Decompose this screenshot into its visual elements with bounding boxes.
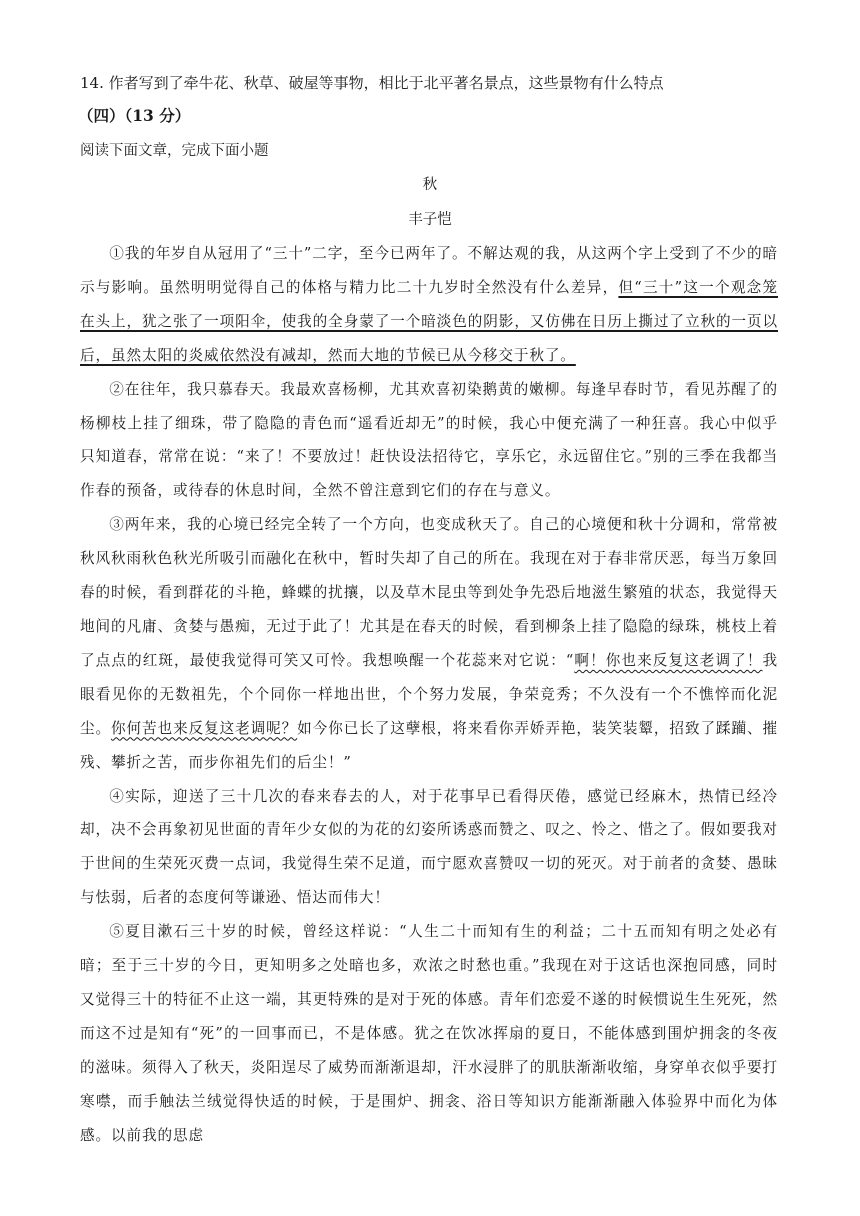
underlined-sentence: 但“三十”这一个观念笼在头上，犹之张了一项阳伞，使我的全身蒙了一个暗淡色的阴影，又仿佛在日历上撕过了立秋的一页以后，虽然太阳的炎威依然没有减却，然而大地的节候已从今移交于秋了。 (80, 278, 778, 364)
reading-instruction: 阅读下面文章，完成下面小题 (80, 143, 269, 159)
paragraph-2: ②在往年，我只慕春天。我最欢喜杨柳，尤其欢喜初染鹅黄的嫩柳。每逢早春时节，看见苏醒了的杨柳枝上挂了细珠，带了隐隐的青色而“遥看近却无”的时候，我心中便充满了一种狂喜。我心中似乎只知道春，常常在说：“来了！不要放过！赶快设法招待它，享乐它，永远留住它。”别的三季在我都当作春的预备，或待春的休息时间，全然不曾注意到它们的存在与意义。 (80, 380, 778, 500)
paragraph-3-text-b: 我眼看见你的无数祖先，个个同你一样地出世，个个努力发展，争荣竞秀；不久没有一个不憔悴而化泥尘。 (80, 651, 778, 737)
essay-author: 丰子恺 (408, 212, 452, 228)
wavy-underlined-phrase-1: 啊！你也来反复这老调了！ (574, 651, 763, 669)
essay-body (80, 237, 778, 1152)
paragraph-3-text-c: 如今你已长了这孽根，将来看你弄娇弄艳，装笑装颦，招致了蹂躏、摧残、攀折之苦，而步你祖先们的后尘！” (80, 719, 778, 771)
question-14: 14. 作者写到了牵牛花、秋草、破屋等事物，相比于北平著名景点，这些景物有什么特点 (80, 74, 664, 92)
paragraph-1 (80, 237, 778, 373)
paragraph-1-text: ①我的年岁自从冠用了“三十”二字，至今已两年了。不解达观的我，从这两个字上受到了不少的暗示与影响。虽然明明觉得自己的体格与精力比二十九岁时全然没有什么差异， (80, 245, 778, 296)
paragraph-5: ⑤夏目漱石三十岁的时候，曾经这样说：“人生二十而知有生的利益；二十五而知有明之处必有暗；至于三十岁的今日，更知明多之处暗也多，欢浓之时愁也重。”我现在对于这话也深抱同感，同时又觉得三十的特征不止这一端，其更特殊的是对于死的体感。青年们恋爱不遂的时候惯说生生死死，然而这不过是知有“死”的一回事而已，不是体感。犹之在饮冰挥扇的夏日，不能体感到围炉拥衾的冬夜的滋味。须得入了秋天，炎阳逞尽了威势而渐渐退却，汗水浸胖了的肌肤渐渐收缩，身穿单衣似乎要打寒噤，而手触法兰绒觉得快适的时候，于是围炉、拥衾、浴日等知识方能渐渐融入体验界中而化为体感。以前我的思虑 (80, 923, 778, 1144)
essay-title: 秋 (422, 177, 438, 193)
paragraph-3 (80, 508, 778, 779)
paragraph-4: ④实际，迎送了三十几次的春来春去的人，对于花事早已看得厌倦，感觉已经麻木，热情已经冷却，决不会再象初见世面的青年少女似的为花的幻姿所诱惑而赞之、叹之、怜之、惜之了。假如要我对于世间的生荣死灭费一点词，我觉得生荣不足道，而宁愿欢喜赞叹一切的死灭。对于前者的贪婪、愚昧与怯弱，后者的态度何等谦逊、悟达而伟大！ (80, 787, 778, 907)
section-title: （四）（13 分） (78, 106, 191, 125)
paragraph-3-text-a: ③两年来，我的心境已经完全转了一个方向，也变成秋天了。自己的心境便和秋十分调和，常常被秋风秋雨秋色秋光所吸引而融化在秋中，暂时失却了自己的所在。我现在对于春非常厌恶，每当万象回春的时候，看到群花的斗艳，蜂蝶的扰攘，以及草木昆虫等到处争先恐后地滋生繁殖的状态，我觉得天地间的凡庸、贪婪与愚痴，无过于此了！尤其是在春天的时候，看到柳条上挂了隐隐的绿珠，桃枝上着了点点的红斑，最使我觉得可笑又可怜。我想唤醒一个花蕊来对它说：“ (80, 516, 778, 669)
wavy-underlined-phrase-2: 你何苦也来反复这老调呢？ (111, 719, 298, 737)
